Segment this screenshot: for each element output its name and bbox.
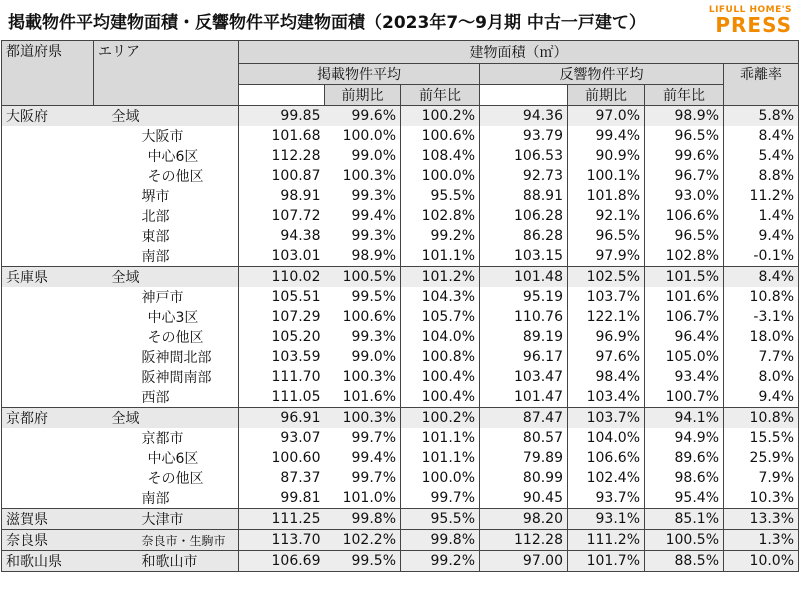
table-row <box>2 509 799 530</box>
gap-rate-cell: 10.0% <box>724 551 799 572</box>
response-yoy-cell: 106.7% <box>645 307 724 327</box>
listed-qoq-cell: 99.4% <box>351 208 396 224</box>
response-yoy-cell: 99.6% <box>645 146 724 166</box>
response-qoq-cell: 102.4% <box>568 468 645 488</box>
response-yoy-cell: 95.4% <box>645 488 724 509</box>
table-row <box>2 367 799 387</box>
table-row <box>2 307 799 327</box>
gap-rate-cell: 10.8% <box>724 287 799 307</box>
gap-rate-cell: 8.0% <box>724 367 799 387</box>
response-yoy-cell: 98.6% <box>645 468 724 488</box>
table-row <box>2 246 799 267</box>
pref-cell <box>2 287 94 307</box>
header-gap: 乖離率 <box>724 64 799 106</box>
listed-avg-cell: 105.20 <box>239 327 325 347</box>
gap-rate-cell: 15.5% <box>724 428 799 448</box>
area-cell: 南部 <box>94 488 239 509</box>
area-cell: 京都市 <box>94 428 239 448</box>
response-qoq-cell: 104.0% <box>568 428 645 448</box>
listed-yoy-cell: 100.2% <box>401 106 480 127</box>
area-cell: 和歌山市 <box>94 551 239 572</box>
pref-cell <box>2 367 94 387</box>
response-avg-cell: 101.47 <box>480 387 568 408</box>
listed-yoy-cell: 99.7% <box>401 488 480 509</box>
area-cell: 西部 <box>94 387 239 408</box>
gap-rate-cell: 11.2% <box>724 186 799 206</box>
response-avg-cell: 95.19 <box>480 287 568 307</box>
listed-yoy-cell: 100.6% <box>401 126 480 146</box>
response-yoy-cell: 93.4% <box>645 367 724 387</box>
gap-rate-cell: 5.4% <box>724 146 799 166</box>
pref-cell <box>2 307 94 327</box>
logo-top-text: LIFULL HOME'S <box>708 5 792 15</box>
response-avg-cell: 106.28 <box>480 206 568 226</box>
response-yoy-cell: 89.6% <box>645 448 724 468</box>
listed-avg-cell: 105.51 <box>239 287 325 307</box>
response-qoq-cell: 96.9% <box>568 327 645 347</box>
listed-qoq-cell: 100.6% <box>342 309 396 325</box>
response-avg-cell: 110.76 <box>480 307 568 327</box>
pref-cell <box>2 327 94 347</box>
gap-rate-cell: -3.1% <box>724 307 799 327</box>
gap-rate-cell: 9.4% <box>724 387 799 408</box>
response-avg-cell: 92.73 <box>480 166 568 186</box>
area-cell: 大津市 <box>94 509 239 530</box>
response-qoq-cell: 103.4% <box>568 387 645 408</box>
table-row <box>2 106 799 127</box>
listed-qoq-cell: 101.6% <box>342 389 396 405</box>
listed-qoq-cell: 100.5% <box>325 267 401 288</box>
listed-qoq-cell: 99.3% <box>351 228 396 244</box>
listed-qoq-cell: 98.9% <box>351 248 396 264</box>
listed-yoy-cell: 104.3% <box>401 287 480 307</box>
header-listed-avg: 掲載物件平均 <box>239 64 480 85</box>
response-qoq-cell: 99.4% <box>568 126 645 146</box>
listed-avg-cell: 106.69 <box>239 551 325 572</box>
gap-rate-cell: 10.8% <box>724 408 799 429</box>
gap-rate-cell: 1.3% <box>724 530 799 551</box>
listed-yoy-cell: 101.1% <box>401 246 480 267</box>
response-qoq-cell: 92.1% <box>568 206 645 226</box>
page-title: 掲載物件平均建物面積・反響物件平均建物面積（2023年7～9月期 中古一戸建て） <box>8 13 646 33</box>
listed-qoq-cell: 99.4% <box>351 450 396 466</box>
response-qoq-cell: 93.1% <box>568 509 645 530</box>
listed-qoq-cell: 99.8% <box>325 509 401 530</box>
area-cell: 阪神間北部 <box>94 347 239 367</box>
listed-yoy-cell: 100.8% <box>401 347 480 367</box>
header-response-yoy: 前年比 <box>645 85 724 106</box>
response-yoy-cell: 88.5% <box>645 551 724 572</box>
response-avg-cell: 88.91 <box>480 186 568 206</box>
header-response-blank <box>480 85 568 106</box>
table-row <box>2 347 799 367</box>
table-row <box>2 206 799 226</box>
listed-qoq-cell: 99.3% <box>351 188 396 204</box>
table-row <box>2 428 799 448</box>
response-qoq-cell: 97.6% <box>568 347 645 367</box>
area-cell: 北部 <box>94 206 239 226</box>
table-row <box>2 166 799 186</box>
listed-yoy-cell: 100.2% <box>401 408 480 429</box>
table-row <box>2 327 799 347</box>
pref-cell: 大阪府 <box>2 106 94 127</box>
listed-avg-cell: 100.87 <box>239 166 325 186</box>
pref-cell <box>2 226 94 246</box>
response-yoy-cell: 85.1% <box>645 509 724 530</box>
gap-rate-cell: 13.3% <box>724 509 799 530</box>
pref-cell <box>2 488 94 509</box>
table-row <box>2 448 799 468</box>
listed-avg-cell: 101.68 <box>239 126 325 146</box>
listed-yoy-cell: 108.4% <box>401 146 480 166</box>
area-cell: 中心6区 <box>94 146 239 166</box>
response-qoq-cell: 90.9% <box>568 146 645 166</box>
listed-yoy-cell: 104.0% <box>401 327 480 347</box>
listed-yoy-cell: 99.2% <box>401 226 480 246</box>
listed-qoq-cell: 100.3% <box>342 369 396 385</box>
table-row <box>2 146 799 166</box>
response-avg-cell: 106.53 <box>480 146 568 166</box>
response-yoy-cell: 100.5% <box>645 530 724 551</box>
gap-rate-cell: 10.3% <box>724 488 799 509</box>
listed-qoq-cell: 100.0% <box>342 128 396 144</box>
header-area: エリア <box>94 41 239 106</box>
table-row <box>2 126 799 146</box>
response-qoq-cell: 101.8% <box>568 186 645 206</box>
response-yoy-cell: 102.8% <box>645 246 724 267</box>
area-cell: その他区 <box>94 468 239 488</box>
pref-cell: 和歌山県 <box>2 551 94 572</box>
listed-qoq-cell: 100.3% <box>342 168 396 184</box>
gap-rate-cell: 8.4% <box>724 267 799 288</box>
listed-yoy-cell: 100.4% <box>401 387 480 408</box>
area-cell: 南部 <box>94 246 239 267</box>
response-avg-cell: 101.48 <box>480 267 568 288</box>
response-qoq-cell: 97.9% <box>568 246 645 267</box>
table-row <box>2 226 799 246</box>
listed-avg-cell: 94.38 <box>239 226 325 246</box>
response-qoq-cell: 111.2% <box>568 530 645 551</box>
listed-qoq-cell: 99.0% <box>351 148 396 164</box>
response-qoq-cell: 103.7% <box>568 408 645 429</box>
pref-cell: 兵庫県 <box>2 267 94 288</box>
listed-yoy-cell: 100.0% <box>401 468 480 488</box>
listed-avg-cell: 103.01 <box>239 246 325 267</box>
area-cell: 東部 <box>94 226 239 246</box>
gap-rate-cell: 8.8% <box>724 166 799 186</box>
listed-qoq-cell: 99.7% <box>351 470 396 486</box>
listed-qoq-cell: 100.3% <box>325 408 401 429</box>
listed-avg-cell: 107.29 <box>239 307 325 327</box>
response-qoq-cell: 98.4% <box>568 367 645 387</box>
gap-rate-cell: 7.9% <box>724 468 799 488</box>
table-row <box>2 530 799 551</box>
response-avg-cell: 87.47 <box>480 408 568 429</box>
pref-cell <box>2 448 94 468</box>
response-yoy-cell: 96.5% <box>645 126 724 146</box>
listed-yoy-cell: 101.1% <box>401 448 480 468</box>
pref-cell <box>2 206 94 226</box>
listed-avg-cell: 110.02 <box>239 267 325 288</box>
table-row <box>2 267 799 288</box>
listed-yoy-cell: 102.8% <box>401 206 480 226</box>
listed-yoy-cell: 101.1% <box>401 428 480 448</box>
response-qoq-cell: 97.0% <box>568 106 645 127</box>
area-cell: 中心6区 <box>94 448 239 468</box>
table-row <box>2 551 799 572</box>
response-yoy-cell: 96.5% <box>645 226 724 246</box>
response-avg-cell: 103.47 <box>480 367 568 387</box>
building-area-table <box>1 40 799 572</box>
listed-avg-cell: 93.07 <box>239 428 325 448</box>
response-avg-cell: 79.89 <box>480 448 568 468</box>
response-yoy-cell: 96.7% <box>645 166 724 186</box>
pref-cell <box>2 146 94 166</box>
response-yoy-cell: 100.7% <box>645 387 724 408</box>
response-yoy-cell: 93.0% <box>645 186 724 206</box>
pref-cell: 京都府 <box>2 408 94 429</box>
gap-rate-cell: 7.7% <box>724 347 799 367</box>
listed-avg-cell: 107.72 <box>239 206 325 226</box>
header-building-area: 建物面積（㎡） <box>239 41 799 64</box>
response-avg-cell: 93.79 <box>480 126 568 146</box>
pref-cell: 奈良県 <box>2 530 94 551</box>
listed-qoq-cell: 99.5% <box>351 289 396 305</box>
listed-qoq-cell: 99.3% <box>351 329 396 345</box>
response-yoy-cell: 96.4% <box>645 327 724 347</box>
listed-yoy-cell: 100.0% <box>401 166 480 186</box>
response-qoq-cell: 122.1% <box>568 307 645 327</box>
listed-qoq-cell: 99.5% <box>325 551 401 572</box>
response-qoq-cell: 100.1% <box>568 166 645 186</box>
pref-cell <box>2 126 94 146</box>
listed-avg-cell: 99.81 <box>239 488 325 509</box>
pref-cell <box>2 246 94 267</box>
gap-rate-cell: 8.4% <box>724 126 799 146</box>
gap-rate-cell: 18.0% <box>724 327 799 347</box>
listed-avg-cell: 113.70 <box>239 530 325 551</box>
response-qoq-cell: 101.7% <box>568 551 645 572</box>
gap-rate-cell: 9.4% <box>724 226 799 246</box>
area-cell: 奈良市・生駒市 <box>94 530 239 551</box>
brand-logo <box>688 5 792 35</box>
pref-cell <box>2 428 94 448</box>
table-row <box>2 408 799 429</box>
listed-avg-cell: 111.70 <box>239 367 325 387</box>
response-qoq-cell: 93.7% <box>568 488 645 509</box>
listed-avg-cell: 103.59 <box>239 347 325 367</box>
response-qoq-cell: 102.5% <box>568 267 645 288</box>
listed-yoy-cell: 101.2% <box>401 267 480 288</box>
listed-yoy-cell: 99.8% <box>401 530 480 551</box>
response-yoy-cell: 106.6% <box>645 206 724 226</box>
response-avg-cell: 94.36 <box>480 106 568 127</box>
area-cell: 全域 <box>94 106 239 127</box>
header-listed-blank <box>239 85 325 106</box>
pref-cell <box>2 186 94 206</box>
area-cell: その他区 <box>94 327 239 347</box>
listed-yoy-cell: 100.4% <box>401 367 480 387</box>
header-listed-yoy: 前年比 <box>401 85 480 106</box>
table-row <box>2 488 799 509</box>
listed-avg-cell: 111.05 <box>239 387 325 408</box>
header-response-avg: 反響物件平均 <box>480 64 724 85</box>
table-row <box>2 387 799 408</box>
response-avg-cell: 103.15 <box>480 246 568 267</box>
area-cell: 神戸市 <box>94 287 239 307</box>
response-yoy-cell: 94.9% <box>645 428 724 448</box>
response-yoy-cell: 98.9% <box>645 106 724 127</box>
table-row <box>2 186 799 206</box>
area-cell: 大阪市 <box>94 126 239 146</box>
response-yoy-cell: 94.1% <box>645 408 724 429</box>
listed-yoy-cell: 95.5% <box>401 186 480 206</box>
listed-avg-cell: 100.60 <box>239 448 325 468</box>
pref-cell <box>2 166 94 186</box>
response-qoq-cell: 106.6% <box>568 448 645 468</box>
listed-avg-cell: 87.37 <box>239 468 325 488</box>
listed-qoq-cell: 99.7% <box>351 430 396 446</box>
listed-avg-cell: 99.85 <box>239 106 325 127</box>
pref-cell <box>2 347 94 367</box>
gap-rate-cell: 25.9% <box>724 448 799 468</box>
response-yoy-cell: 105.0% <box>645 347 724 367</box>
area-cell: 中心3区 <box>94 307 239 327</box>
gap-rate-cell: -0.1% <box>724 246 799 267</box>
gap-rate-cell: 1.4% <box>724 206 799 226</box>
response-avg-cell: 112.28 <box>480 530 568 551</box>
response-avg-cell: 86.28 <box>480 226 568 246</box>
response-avg-cell: 80.99 <box>480 468 568 488</box>
listed-qoq-cell: 102.2% <box>325 530 401 551</box>
area-cell: 全域 <box>94 267 239 288</box>
area-cell: 全域 <box>94 408 239 429</box>
listed-yoy-cell: 99.2% <box>401 551 480 572</box>
listed-avg-cell: 98.91 <box>239 186 325 206</box>
listed-yoy-cell: 105.7% <box>401 307 480 327</box>
area-cell: その他区 <box>94 166 239 186</box>
listed-avg-cell: 112.28 <box>239 146 325 166</box>
response-qoq-cell: 96.5% <box>568 226 645 246</box>
page-header <box>0 0 800 40</box>
pref-cell <box>2 468 94 488</box>
listed-yoy-cell: 95.5% <box>401 509 480 530</box>
response-avg-cell: 96.17 <box>480 347 568 367</box>
listed-qoq-cell: 99.6% <box>325 106 401 127</box>
listed-avg-cell: 111.25 <box>239 509 325 530</box>
response-yoy-cell: 101.6% <box>645 287 724 307</box>
table-row <box>2 287 799 307</box>
listed-qoq-cell: 101.0% <box>342 490 396 506</box>
pref-cell: 滋賀県 <box>2 509 94 530</box>
listed-qoq-cell: 99.0% <box>351 349 396 365</box>
response-avg-cell: 98.20 <box>480 509 568 530</box>
response-avg-cell: 90.45 <box>480 488 568 509</box>
response-avg-cell: 97.00 <box>480 551 568 572</box>
header-listed-qoq: 前期比 <box>325 85 401 106</box>
response-avg-cell: 89.19 <box>480 327 568 347</box>
gap-rate-cell: 5.8% <box>724 106 799 127</box>
area-cell: 堺市 <box>94 186 239 206</box>
table-row <box>2 468 799 488</box>
area-cell: 阪神間南部 <box>94 367 239 387</box>
response-avg-cell: 80.57 <box>480 428 568 448</box>
response-yoy-cell: 101.5% <box>645 267 724 288</box>
listed-avg-cell: 96.91 <box>239 408 325 429</box>
logo-main-text: PRESS <box>715 13 792 37</box>
pref-cell <box>2 387 94 408</box>
header-response-qoq: 前期比 <box>568 85 645 106</box>
header-pref: 都道府県 <box>2 41 94 106</box>
response-qoq-cell: 103.7% <box>568 287 645 307</box>
table-body <box>2 106 799 572</box>
